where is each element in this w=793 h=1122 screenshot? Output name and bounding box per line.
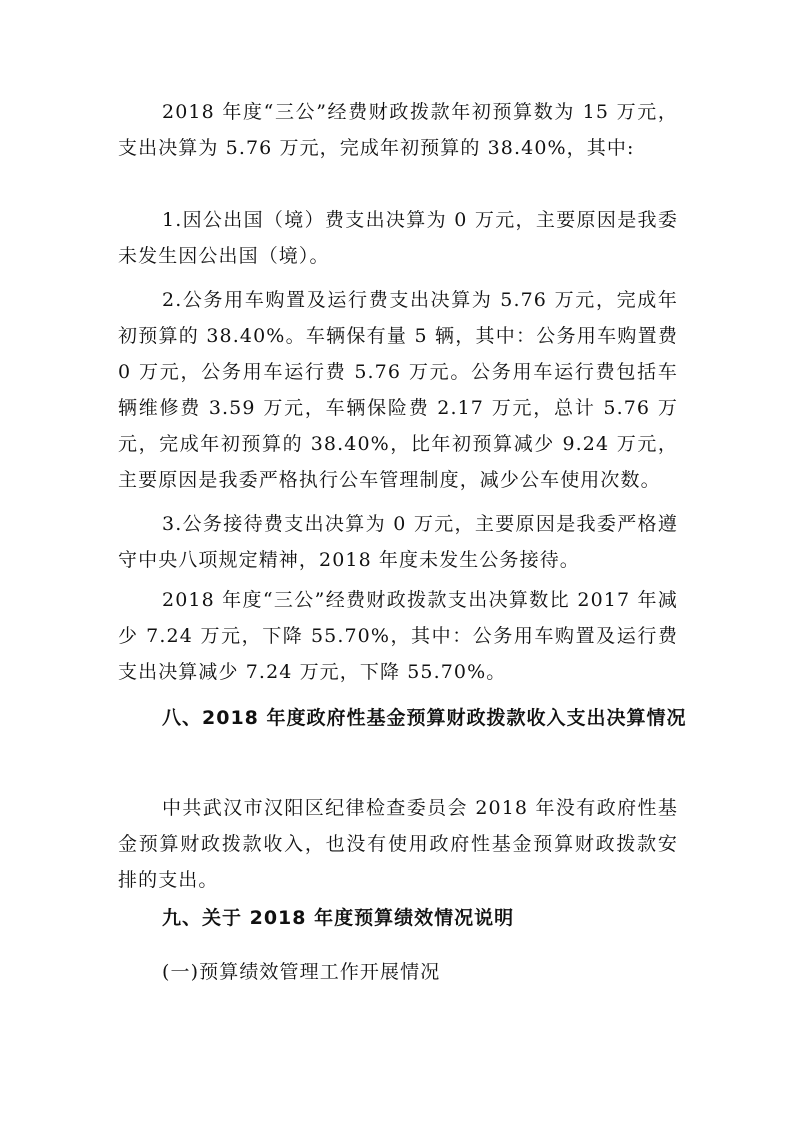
paragraph-reception-expenses: 3.公务接待费支出决算为 0 万元，主要原因是我委严格遵守中央八项规定精神，2018 年度未发生公务接待。 (118, 513, 678, 571)
paragraph-government-fund: 中共武汉市汉阳区纪律检查委员会 2018 年没有政府性基金预算财政拨款收入，也没有使用政府性基金预算财政拨款安排的支出。 (118, 797, 678, 891)
paragraph-vehicle-expenses: 2.公务用车购置及运行费支出决算为 5.76 万元，完成年初预算的 38.40%。车辆保有量 5 辆，其中：公务用车购置费 0 万元，公务用车运行费 5.76 万元。公务用车运行费包括车辆维修费 3.59 万元，车辆保险费 2.17 万元，总计 5.76 万元，完成年初预算的 38.40%，比年初预算减少 9.24 万元，主要原因是我委严格执行公车管理制度，减少公车使用次数。 (118, 289, 678, 491)
paragraph-year-comparison: 2018 年度“三公”经费财政拨款支出决算数比 2017 年减少 7.24 万元，下降 55.70%，其中：公务用车购置及运行费支出决算减少 7.24 万元，下降 55.70%。 (118, 589, 678, 683)
section-heading-9: 九、关于 2018 年度预算绩效情况说明 (162, 907, 515, 929)
subsection-heading-1: (一)预算绩效管理工作开展情况 (162, 961, 441, 983)
paragraph-overseas-travel: 1.因公出国（境）费支出决算为 0 万元，主要原因是我委未发生因公出国（境）。 (118, 209, 678, 267)
section-heading-8: 八、2018 年度政府性基金预算财政拨款收入支出决算情况 (162, 707, 687, 729)
paragraph-sangong-budget: 2018 年度“三公”经费财政拨款年初预算数为 15 万元，支出决算为 5.76 万元，完成年初预算的 38.40%，其中: (118, 101, 678, 159)
